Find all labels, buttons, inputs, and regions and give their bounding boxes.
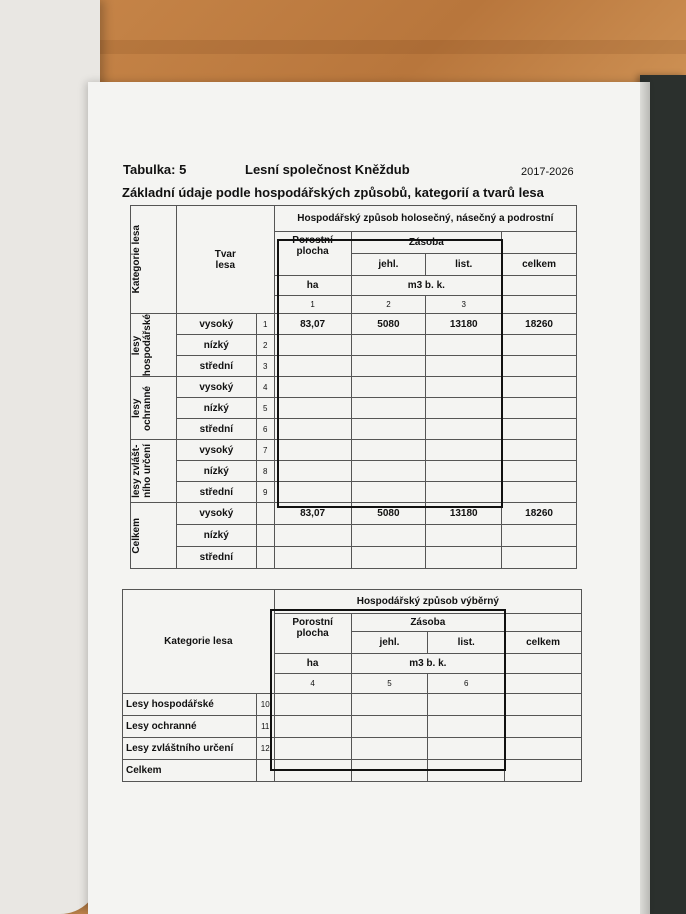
list-cell: 13180	[426, 503, 502, 525]
group-label: Celkem	[131, 503, 177, 569]
group-label: lesy ochranné	[131, 377, 177, 440]
unit-m3: m3 b. k.	[351, 276, 502, 296]
table-row	[131, 461, 577, 482]
method-header: Hospodářský způsob holosečný, násečný a podrostní	[274, 206, 576, 232]
tvar-cell: střední	[176, 482, 256, 503]
table-row	[131, 503, 577, 525]
col-number: 6	[428, 674, 505, 694]
tvar-cell: nízký	[176, 335, 256, 356]
row-number: 2	[256, 335, 274, 356]
tvar-cell: nízký	[176, 525, 256, 547]
col-number: 4	[274, 674, 351, 694]
left-page	[0, 0, 100, 914]
col-number: 2	[351, 296, 426, 314]
table-row	[131, 419, 577, 440]
row-label: Lesy ochranné	[123, 716, 257, 738]
porostni-plocha-header: Porostní plocha	[274, 614, 351, 654]
kategorie-header: Kategorie lesa	[131, 206, 177, 314]
row-number: 8	[256, 461, 274, 482]
jehl-header: jehl.	[351, 254, 426, 276]
group-label: lesy hospodářské	[131, 314, 177, 377]
table-row	[131, 440, 577, 461]
tvar-cell: vysoký	[176, 503, 256, 525]
table-row	[123, 738, 582, 760]
row-number: 5	[256, 398, 274, 419]
row-number: 3	[256, 356, 274, 377]
col-number: 5	[351, 674, 428, 694]
table-row	[131, 356, 577, 377]
unit-ha: ha	[274, 276, 351, 296]
tvar-cell: nízký	[176, 398, 256, 419]
row-label: Celkem	[123, 760, 257, 782]
zasoba-header: Zásoba	[351, 614, 505, 632]
table-row	[131, 547, 577, 569]
row-number: 10	[256, 694, 274, 716]
method-header: Hospodářský způsob výběrný	[274, 590, 581, 614]
row-number: 11	[256, 716, 274, 738]
table-subtitle: Základní údaje podle hospodářských způsobů, kategorií a tvarů lesa	[122, 185, 544, 200]
tvar-cell: vysoký	[176, 377, 256, 398]
group-label: lesy zvlášt- ního určení	[131, 440, 177, 503]
tvar-cell: střední	[176, 547, 256, 569]
row-number: 9	[256, 482, 274, 503]
tvar-cell: střední	[176, 419, 256, 440]
jehl-cell: 5080	[351, 314, 426, 335]
list-cell: 13180	[426, 314, 502, 335]
list-header: list.	[426, 254, 502, 276]
row-number: 6	[256, 419, 274, 440]
table-row	[131, 398, 577, 419]
list-header: list.	[428, 632, 505, 654]
porostni-plocha-header: Porostní plocha	[274, 232, 351, 276]
col-number: 1	[274, 296, 351, 314]
celkem-header: celkem	[505, 632, 582, 654]
table-holosecny	[130, 205, 577, 569]
row-label: Lesy hospodářské	[123, 694, 257, 716]
table-row	[131, 314, 577, 335]
table-row	[131, 377, 577, 398]
zasoba-header: Zásoba	[351, 232, 502, 254]
jehl-header: jehl.	[351, 632, 428, 654]
kategorie-header: Kategorie lesa	[123, 590, 275, 694]
table-row	[131, 335, 577, 356]
table-number: Tabulka: 5	[123, 162, 187, 177]
table-row	[123, 694, 582, 716]
row-label: Lesy zvláštního určení	[123, 738, 257, 760]
page-edge	[640, 82, 650, 914]
tvar-cell: vysoký	[176, 314, 256, 335]
unit-m3: m3 b. k.	[351, 654, 505, 674]
tvar-cell: střední	[176, 356, 256, 377]
table-row	[131, 525, 577, 547]
company-name: Lesní společnost Kněždub	[245, 162, 410, 177]
col-number: 3	[426, 296, 502, 314]
celkem-cell: 18260	[502, 503, 577, 525]
unit-ha: ha	[274, 654, 351, 674]
row-number: 12	[256, 738, 274, 760]
tvar-cell: vysoký	[176, 440, 256, 461]
table-vyberny	[122, 589, 582, 782]
table-row	[123, 760, 582, 782]
celkem-header: celkem	[502, 254, 577, 276]
ha-cell: 83,07	[274, 314, 351, 335]
table-row	[131, 482, 577, 503]
row-number: 1	[256, 314, 274, 335]
row-number: 7	[256, 440, 274, 461]
ha-cell: 83,07	[274, 503, 351, 525]
tvar-cell: nízký	[176, 461, 256, 482]
row-number: 4	[256, 377, 274, 398]
period: 2017-2026	[521, 166, 574, 178]
jehl-cell: 5080	[351, 503, 426, 525]
tvar-header: Tvar lesa	[176, 206, 274, 314]
table-row	[123, 716, 582, 738]
celkem-cell: 18260	[502, 314, 577, 335]
